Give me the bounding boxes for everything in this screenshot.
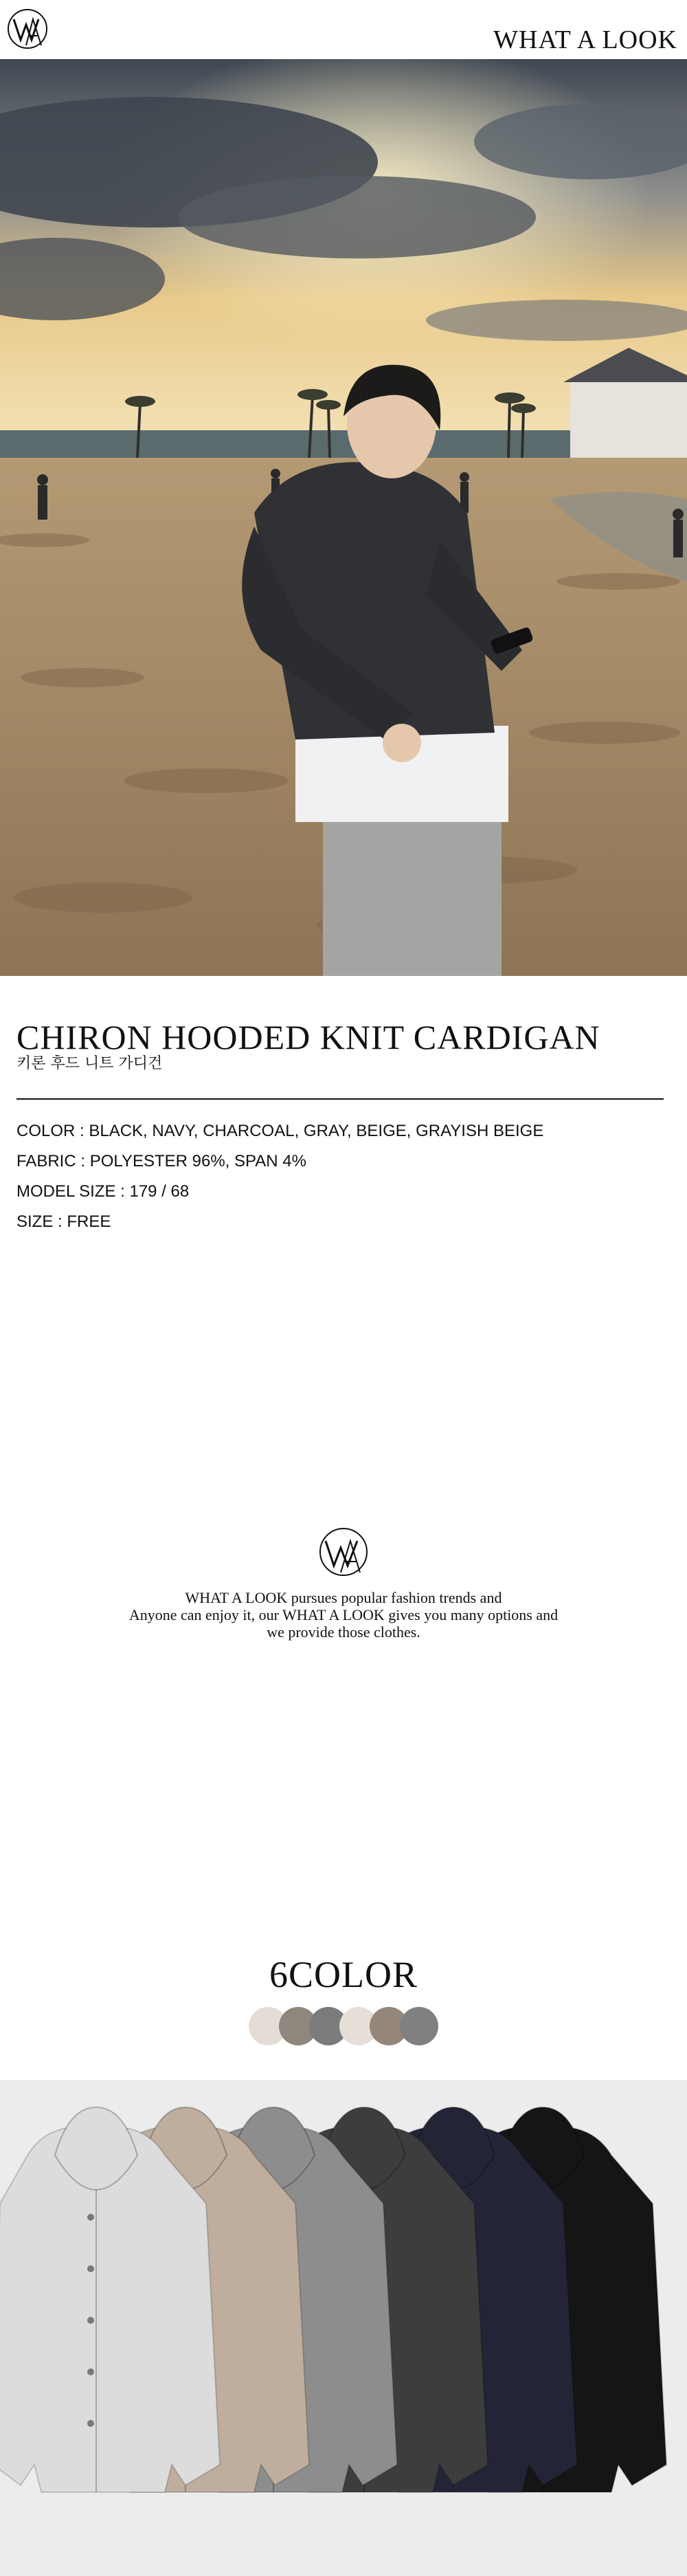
spec-color: COLOR : BLACK, NAVY, CHARCOAL, GRAY, BEIGE, GRAYISH BEIGE: [16, 1122, 544, 1140]
beach-photo-icon: [0, 59, 687, 976]
spec-model-size: MODEL SIZE : 179 / 68: [16, 1182, 190, 1201]
product-lineup-photo: [0, 2080, 687, 2576]
statement-line: we provide those clothes.: [267, 1623, 420, 1641]
brand-statement: [69, 1589, 618, 1641]
spec-fabric: FABRIC : POLYESTER 96%, SPAN 4%: [16, 1152, 306, 1170]
hero-photo: [0, 59, 687, 976]
statement-line: WHAT A LOOK pursues popular fashion trends and: [185, 1589, 502, 1606]
header: [0, 0, 687, 59]
color-count-title: 6COLOR: [269, 1954, 418, 1995]
brand-logo-icon[interactable]: [5, 4, 49, 54]
statement-line: Anyone can enjoy it, our WHAT A LOOK gives you many options and: [128, 1606, 559, 1623]
brand-logo-icon: [316, 1523, 371, 1581]
product-subtitle: 키론 후드 니트 가디건: [16, 1055, 163, 1072]
hoodie-lineup-icon: [0, 2080, 687, 2576]
color-swatch[interactable]: [400, 2007, 438, 2045]
product-title: CHIRON HOODED KNIT CARDIGAN: [16, 1018, 600, 1056]
divider: [16, 1098, 664, 1100]
brand-wordmark[interactable]: WHAT A LOOK: [493, 25, 677, 54]
color-swatches: [249, 2007, 438, 2045]
spec-size: SIZE : FREE: [16, 1212, 111, 1231]
